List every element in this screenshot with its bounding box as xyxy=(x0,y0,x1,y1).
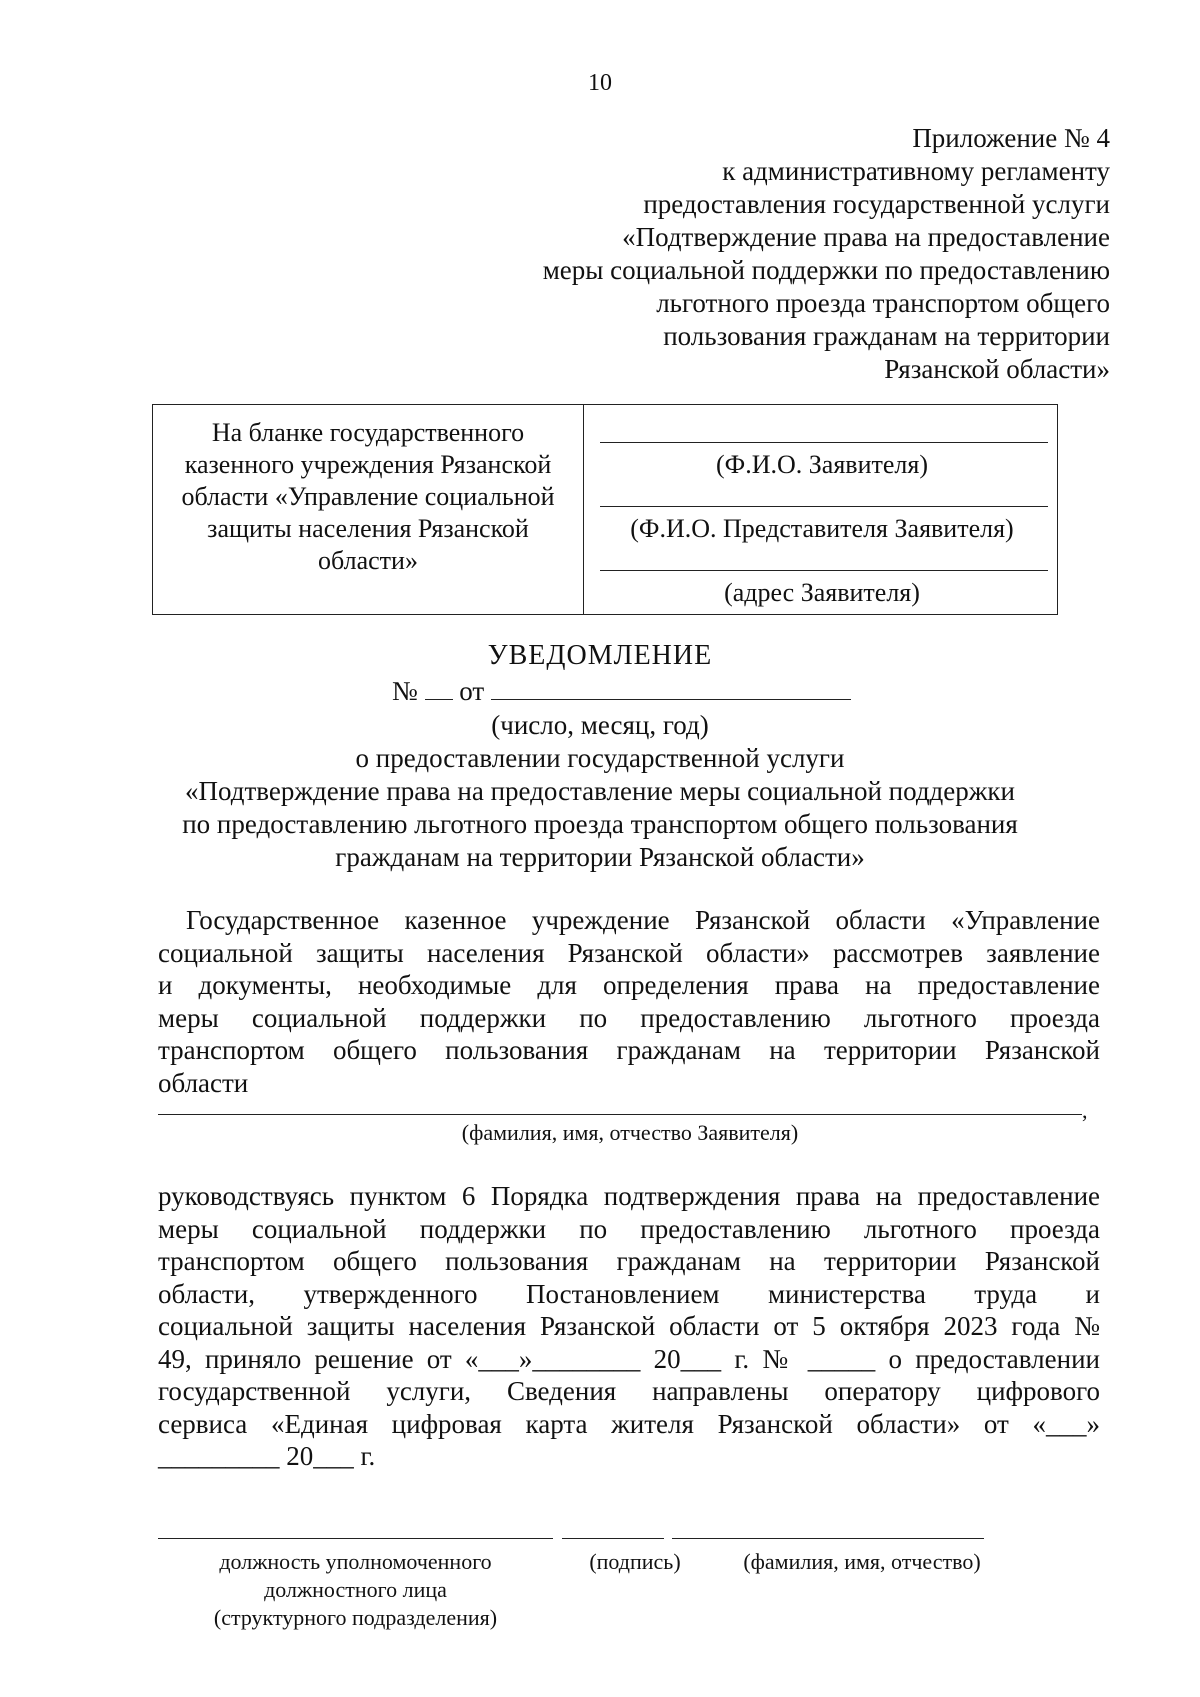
paragraph-line: _________ 20___ г. xyxy=(158,1441,376,1471)
letterhead-cell xyxy=(153,417,583,577)
letterhead-line: области «Управление социальной xyxy=(181,482,555,511)
letterhead-line: На бланке государственного xyxy=(211,418,525,447)
applicant-caption: (Ф.И.О. Заявителя) xyxy=(716,450,928,479)
paragraph-line: Государственное казенное учреждение Рязанской области «Управление xyxy=(186,905,1100,935)
paragraph-line: транспортом общего пользования гражданам на территории Рязанской xyxy=(158,1246,1100,1276)
notice-title: УВЕДОМЛЕНИЕ xyxy=(487,640,713,671)
letterhead-line: области» xyxy=(318,546,418,575)
appendix-line: Рязанской области» xyxy=(884,354,1110,384)
applicant-fio-caption: (фамилия, имя, отчество Заявителя) xyxy=(461,1120,799,1145)
paragraph-line: руководствуясь пунктом 6 Порядка подтверждения права на предоставление xyxy=(158,1181,1100,1211)
applicant-fio-line xyxy=(158,1114,1082,1115)
signature-line xyxy=(562,1538,664,1539)
paragraph-line: сервиса «Единая цифровая карта жителя Рязанской области» от «___» xyxy=(158,1408,1100,1439)
position-caption-line: должностного лица xyxy=(264,1577,447,1602)
name-caption: (фамилия, имя, отчество) xyxy=(743,1549,981,1574)
appendix-line: Приложение № 4 xyxy=(912,123,1110,153)
paragraph-line: меры социальной поддержки по предоставлению льготного проезда xyxy=(158,1002,1100,1033)
position-caption-line: должность уполномоченного xyxy=(219,1549,492,1574)
appendix-line: льготного проезда транспортом общего xyxy=(656,288,1110,318)
appendix-heading xyxy=(410,122,1110,386)
position-signature-line xyxy=(158,1538,553,1539)
header-table xyxy=(152,404,1058,615)
appendix-line: к административному регламенту xyxy=(722,156,1110,186)
name-signature-line xyxy=(672,1538,984,1539)
subject-line: по предоставлению льготного проезда транспортом общего пользования xyxy=(182,809,1018,839)
appendix-line: «Подтверждение права на предоставление xyxy=(622,222,1110,252)
table-divider xyxy=(583,405,584,614)
applicant-name-line xyxy=(600,442,1048,443)
paragraph-line: меры социальной поддержки по предоставлению льготного проезда xyxy=(158,1213,1100,1244)
paragraph-line: социальной защиты населения Рязанской области от 5 октября 2023 года № xyxy=(158,1311,1100,1341)
body-paragraph-1 xyxy=(158,904,1100,1099)
fio-comma: , xyxy=(1082,1098,1088,1123)
position-caption-line: (структурного подразделения) xyxy=(213,1605,498,1630)
representative-caption: (Ф.И.О. Представителя Заявителя) xyxy=(630,514,1014,543)
paragraph-line: и документы, необходимые для определения права на предоставление xyxy=(158,970,1100,1000)
position-caption xyxy=(158,1548,553,1632)
paragraph-line: области, утвержденного Постановлением министерства труда и xyxy=(158,1278,1100,1309)
paragraph-line: транспортом общего пользования гражданам на территории Рязанской xyxy=(158,1035,1100,1065)
appendix-line: меры социальной поддержки по предоставлению xyxy=(542,255,1110,285)
paragraph-line: государственной услуги, Сведения направлены оператору цифрового xyxy=(158,1376,1100,1406)
paragraph-line: области xyxy=(158,1067,249,1098)
date-caption: (число, месяц, год) xyxy=(491,710,709,740)
notice-number-line xyxy=(392,676,851,707)
subject-line: гражданам на территории Рязанской области» xyxy=(335,842,865,872)
representative-name-line xyxy=(600,506,1048,507)
signature-caption: (подпись) xyxy=(589,1549,681,1574)
number-blank xyxy=(425,679,453,700)
appendix-line: предоставления государственной услуги xyxy=(643,189,1110,219)
from-label: от xyxy=(459,676,485,706)
body-paragraph-2 xyxy=(158,1180,1100,1473)
appendix-line: пользования гражданам на территории xyxy=(663,321,1110,351)
paragraph-line: социальной защиты населения Рязанской области» рассмотрев заявление xyxy=(158,937,1100,968)
paragraph-line: 49, приняло решение от «___»________ 20___ г. № _____ о предоставлении xyxy=(158,1343,1100,1374)
date-blank xyxy=(491,679,851,700)
address-caption: (адрес Заявителя) xyxy=(724,578,920,607)
page-number: 10 xyxy=(588,70,612,96)
address-line xyxy=(600,570,1048,571)
letterhead-line: казенного учреждения Рязанской xyxy=(184,450,552,479)
letterhead-line: защиты населения Рязанской xyxy=(207,514,529,543)
notice-subject xyxy=(100,742,1100,874)
number-label: № xyxy=(392,676,418,706)
subject-line: о предоставлении государственной услуги xyxy=(355,743,845,773)
subject-line: «Подтверждение права на предоставление меры социальной поддержки xyxy=(185,776,1015,806)
